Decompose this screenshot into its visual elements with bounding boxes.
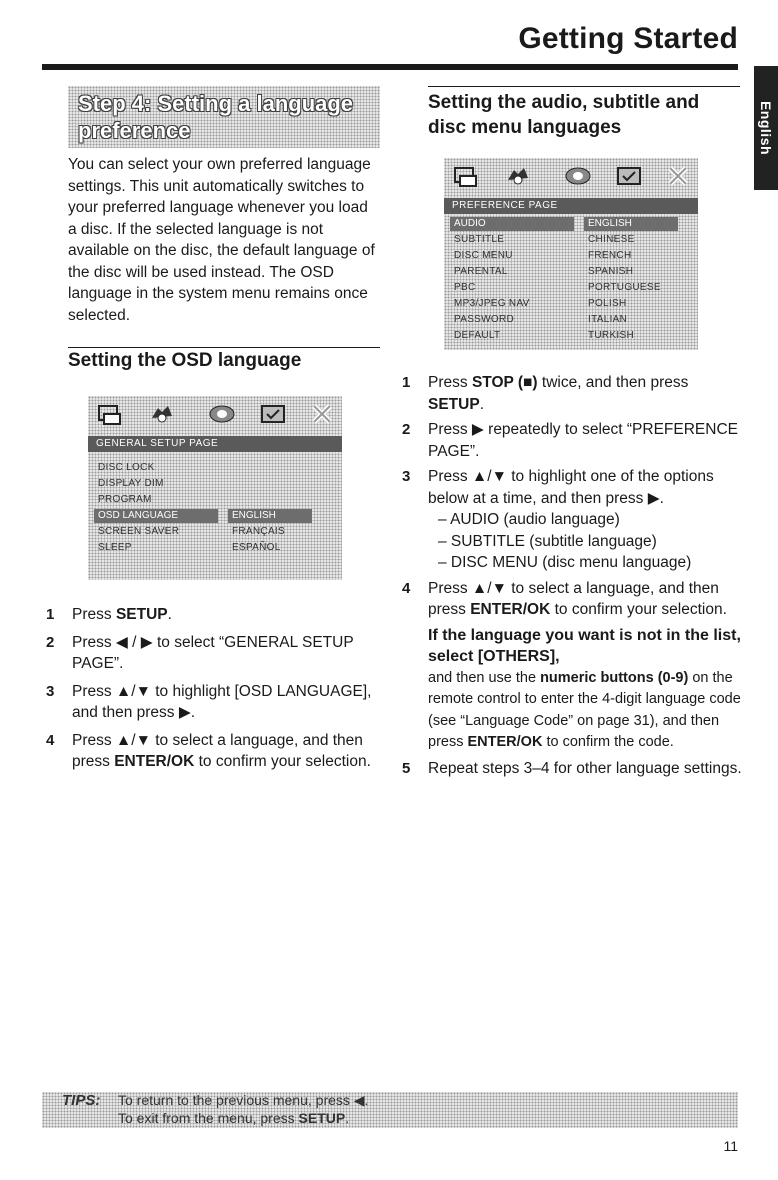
menu-item: PARENTAL	[454, 266, 508, 277]
menu-option: FRANÇAIS	[232, 526, 285, 537]
step-5: 5 Repeat steps 3–4 for other language settings.	[402, 759, 742, 777]
menu-option-highlighted: ENGLISH	[584, 217, 678, 231]
tips-label: TIPS:	[62, 1092, 101, 1109]
language-heading: Setting the audio, subtitle and disc menu languages	[428, 92, 700, 138]
menu-option: ESPAÑOL	[232, 542, 281, 553]
sub-item-disc-menu: – DISC MENU (disc menu language)	[438, 554, 692, 571]
menu-item: DISPLAY DIM	[98, 478, 164, 489]
audio-setup-icon	[504, 164, 532, 188]
menu-page-bar: PREFERENCE PAGE	[444, 198, 698, 214]
menu-item: PROGRAM	[98, 494, 152, 505]
menu-page-bar: GENERAL SETUP PAGE	[88, 436, 342, 452]
menu-item: MP3/JPEG NAV	[454, 298, 530, 309]
tips-line-2: To exit from the menu, press SETUP.	[118, 1110, 350, 1126]
menu-item: PASSWORD	[454, 314, 514, 325]
osd-menu-screenshot	[88, 396, 342, 580]
page-header-title: Getting Started	[518, 22, 738, 55]
video-setup-icon	[564, 164, 592, 188]
menu-option: CHINESE	[588, 234, 635, 245]
right-heading-rule	[428, 86, 740, 87]
menu-item: SLEEP	[98, 542, 132, 553]
menu-item: DISC MENU	[454, 250, 513, 261]
menu-item-highlighted: AUDIO	[450, 217, 574, 231]
exit-icon	[664, 164, 692, 188]
menu-item: SCREEN SAVER	[98, 526, 180, 537]
preference-icon	[260, 402, 288, 426]
step-1: 1 Press STOP (■) twice, and then press SETUP.	[402, 374, 689, 413]
tips-line-1: To return to the previous menu, press ◀.	[118, 1092, 369, 1108]
menu-option: POLISH	[588, 298, 627, 309]
language-steps	[402, 372, 742, 779]
menu-icon-row	[444, 158, 698, 196]
menu-option: SPANISH	[588, 266, 634, 277]
menu-item: SUBTITLE	[454, 234, 505, 245]
step-title-box	[68, 86, 380, 148]
video-setup-icon	[208, 402, 236, 426]
step-3: 3 Press ▲/▼ to highlight one of the options below at a time, and then press ▶.	[402, 468, 714, 507]
general-setup-icon	[452, 164, 480, 188]
step-2: 2 Press ▶ repeatedly to select “PREFERENCE PAGE”.	[402, 421, 738, 460]
step-3: 3 Press ▲/▼ to highlight [OSD LANGUAGE], and then press ▶.	[46, 682, 372, 721]
step-2: 2 Press ◀ / ▶ to select “GENERAL SETUP PAGE”.	[46, 633, 354, 672]
general-setup-icon	[96, 402, 124, 426]
menu-option: ITALIAN	[588, 314, 628, 325]
step-4: 4 Press ▲/▼ to select a language, and then press ENTER/OK to confirm your selection. If the language you want is not in the list, select [OTHERS], and then use the numeric buttons (0-9) on the remote control to enter the 4-digit language code (see “Language Code” on page 31), and then press ENTER/OK to confirm the code.	[402, 578, 742, 754]
preference-menu-screenshot	[444, 158, 698, 350]
menu-item: DISC LOCK	[98, 462, 155, 473]
language-side-tab: English	[754, 66, 778, 190]
menu-option: PORTUGUESE	[588, 282, 661, 293]
exit-icon	[308, 402, 336, 426]
menu-item: PBC	[454, 282, 476, 293]
sub-item-subtitle: – SUBTITLE (subtitle language)	[438, 532, 657, 550]
note-body: and then use the numeric buttons (0-9) on the remote control to enter the 4-digit language code (see “Language Code” on page 31), and then press ENTER/OK to confirm the code.	[428, 669, 741, 750]
step-title: Step 4: Setting a language preference	[78, 91, 354, 143]
menu-option: FRENCH	[588, 250, 632, 261]
menu-option: TURKISH	[588, 330, 634, 341]
menu-item-highlighted: OSD LANGUAGE	[94, 509, 218, 523]
note-title: If the language you want is not in the list, select [OTHERS],	[428, 626, 741, 665]
menu-icon-row	[88, 396, 342, 434]
header-rule	[42, 64, 738, 70]
sub-item-audio: – AUDIO (audio language)	[438, 511, 620, 528]
page-number: 11	[723, 1138, 738, 1154]
tips-box	[42, 1092, 738, 1128]
menu-option-highlighted: ENGLISH	[228, 509, 312, 523]
audio-setup-icon	[148, 402, 176, 426]
preference-icon	[616, 164, 644, 188]
menu-item: DEFAULT	[454, 330, 501, 341]
osd-steps	[46, 604, 380, 773]
step-4: 4 Press ▲/▼ to select a language, and then press ENTER/OK to confirm your selection.	[46, 731, 371, 770]
osd-heading: Setting the OSD language	[68, 350, 302, 371]
step-1: 1 Press SETUP.	[46, 606, 172, 623]
osd-heading-rule	[68, 347, 380, 348]
option-sublist	[402, 509, 742, 574]
intro-paragraph: You can select your own preferred language settings. This unit automatically switches to your preferred language whenever you load a disc. If the selected language is not available on the disc, the default language of the disc will be used instead. The OSD language in the system menu remains once selected.	[68, 156, 375, 324]
